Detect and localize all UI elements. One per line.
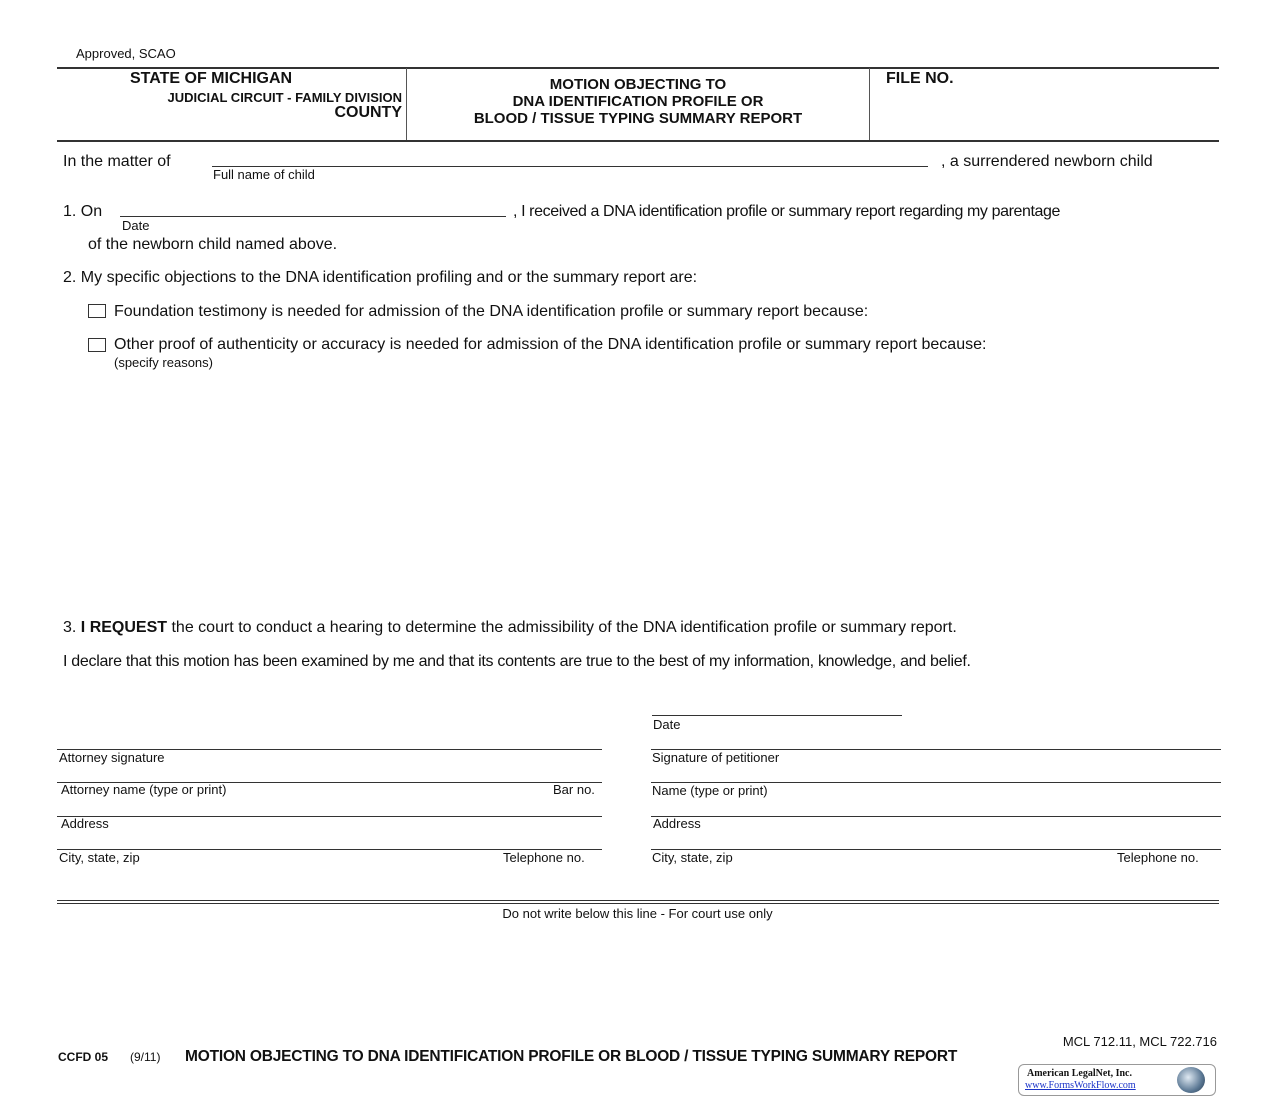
item3-number: 3. [63, 619, 77, 636]
state-label: STATE OF MICHIGAN [130, 70, 293, 87]
divider [57, 140, 1219, 142]
title-line: BLOOD / TISSUE TYPING SUMMARY REPORT [473, 110, 803, 127]
attorney-signature-label: Attorney signature [59, 750, 165, 765]
item3-text: the court to conduct a hearing to determine the admissibility of the DNA identification profile or summary report. [171, 619, 957, 636]
item1-text2: of the newborn child named above. [88, 236, 338, 253]
divider [57, 903, 1219, 904]
logo-url[interactable]: www.FormsWorkFlow.com [1025, 1080, 1136, 1091]
petitioner-city-label: City, state, zip [652, 850, 733, 865]
attorney-telephone-label: Telephone no. [503, 850, 585, 865]
child-name-field[interactable] [212, 166, 928, 167]
date-caption: Date [122, 218, 150, 233]
mcl-citation: MCL 712.11, MCL 722.716 [1062, 1034, 1217, 1049]
county-label: COUNTY [334, 104, 402, 121]
legalnet-logo[interactable] [1018, 1064, 1216, 1096]
approved-label: Approved, SCAO [76, 46, 176, 61]
other-proof-checkbox[interactable] [88, 338, 106, 352]
item2-text: 2. My specific objections to the DNA identification profiling and or the summary report are: [63, 269, 698, 286]
petitioner-address-line[interactable] [651, 816, 1221, 817]
bar-no-label: Bar no. [553, 782, 595, 797]
matter-suffix: , a surrendered newborn child [941, 153, 1153, 170]
petitioner-address-label: Address [653, 816, 701, 831]
foundation-option: Foundation testimony is needed for admission of the DNA identification profile or summary report because: [114, 303, 869, 320]
declaration: I declare that this motion has been examined by me and that its contents are true to the best of my information, knowledge, and belief. [63, 653, 971, 670]
date-field[interactable] [120, 216, 506, 217]
other-proof-option: Other proof of authenticity or accuracy is needed for admission of the DNA identification profile or summary report because: [114, 336, 987, 353]
petitioner-signature-label: Signature of petitioner [652, 750, 780, 765]
attorney-name-label: Attorney name (type or print) [61, 782, 227, 797]
title-line: MOTION OBJECTING TO [549, 76, 727, 93]
form-id: CCFD 05 [58, 1050, 109, 1064]
date-label: Date [653, 717, 681, 732]
divider [57, 900, 1219, 901]
item1-number: 1. On [63, 203, 103, 220]
logo-name: American LegalNet, Inc. [1027, 1068, 1132, 1079]
attorney-address-label: Address [61, 816, 109, 831]
foundation-checkbox[interactable] [88, 304, 106, 318]
globe-icon [1177, 1067, 1205, 1093]
item1-text: , I received a DNA identification profile or summary report regarding my parentage [513, 203, 1061, 220]
attorney-city-label: City, state, zip [59, 850, 140, 865]
specify-caption: (specify reasons) [114, 355, 213, 370]
request-bold: I REQUEST [80, 619, 168, 636]
divider [869, 68, 870, 140]
form-title [407, 76, 869, 127]
file-no-label: FILE NO. [886, 70, 954, 87]
date-sign-line[interactable] [652, 715, 902, 716]
petitioner-telephone-label: Telephone no. [1117, 850, 1199, 865]
petitioner-name-label: Name (type or print) [652, 783, 768, 798]
court-label: JUDICIAL CIRCUIT - FAMILY DIVISION [167, 90, 402, 105]
matter-label: In the matter of [63, 153, 171, 170]
form-revision: (9/11) [130, 1050, 161, 1064]
child-name-caption: Full name of child [213, 167, 315, 182]
divider [57, 67, 1219, 69]
title-line: DNA IDENTIFICATION PROFILE OR [512, 93, 764, 110]
court-use-notice: Do not write below this line - For court use only [502, 906, 773, 921]
item3 [63, 619, 957, 637]
footer-title: MOTION OBJECTING TO DNA IDENTIFICATION PROFILE OR BLOOD / TISSUE TYPING SUMMARY REPORT [185, 1048, 958, 1065]
attorney-address-line[interactable] [57, 816, 602, 817]
